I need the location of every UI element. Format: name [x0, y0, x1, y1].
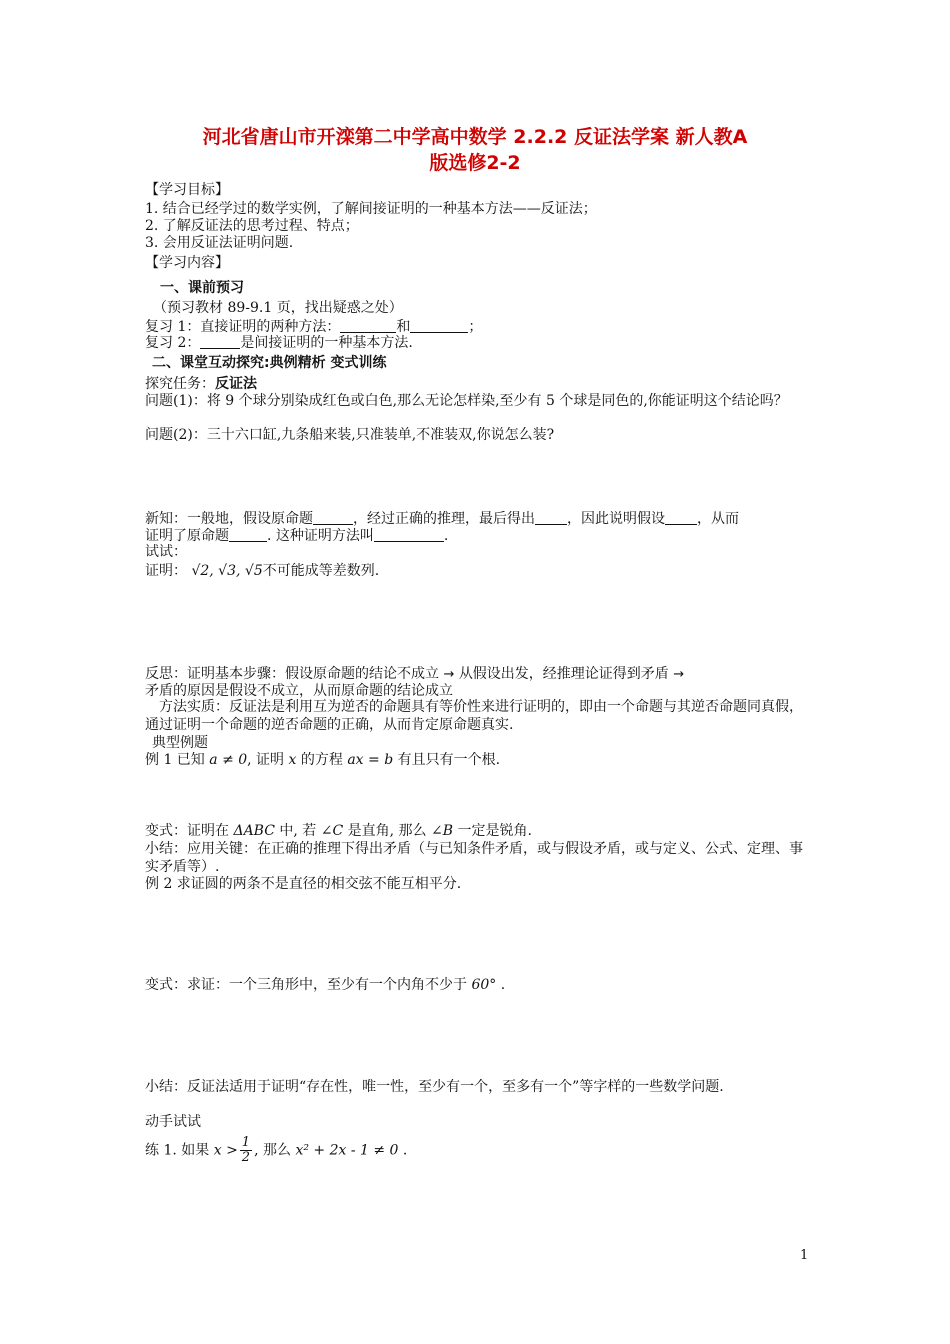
reflection-line1: 反思：证明基本步骤：假设原命题的结论不成立 → 从假设出发，经推理论证得到矛盾 →	[145, 666, 685, 682]
objective-item-3: 3. 会用反证法证明问题.	[145, 235, 294, 251]
objectives-heading: 【学习目标】	[145, 182, 229, 198]
proof-line: 证明： √2, √3, √5不可能成等差数列.	[145, 563, 380, 579]
arrow-right-icon: →	[673, 667, 685, 682]
practice-1: 练 1. 如果 x > $\frac{1}{2}$ , 那么 x² + 2x - 1 ≠ 0 .	[145, 1135, 408, 1165]
typical-examples-heading: 典型例题	[152, 735, 208, 751]
objective-item-1: 1. 结合已经学过的数学实例，了解间接证明的一种基本方法——反证法；	[145, 201, 597, 217]
example-1: 例 1 已知 a ≠ 0, 证明 x 的方程 ax = b 有且只有一个根.	[145, 752, 501, 768]
document-title-line1: 河北省唐山市开滦第二中学高中数学 2.2.2 反证法学案 新人教A	[202, 126, 748, 148]
blank	[313, 510, 353, 525]
proof-math: √2, √3, √5	[191, 563, 263, 579]
new-knowledge-line2: 证明了原命题 . 这种证明方法叫 .	[145, 528, 449, 544]
reflection-line2: 矛盾的原因是假设不成立，从而原命题的结论成立	[145, 683, 453, 699]
practice-heading: 动手试试	[145, 1114, 201, 1130]
try-label: 试试：	[145, 544, 187, 560]
arrow-right-icon: →	[443, 667, 455, 682]
objective-item-2: 2. 了解反证法的思考过程、特点；	[145, 218, 359, 234]
review-2: 复习 2： 是间接证明的一种基本方法.	[145, 335, 413, 351]
task-line: 探究任务：反证法	[145, 376, 257, 392]
blank	[200, 334, 240, 349]
question-2: 问题(2)：三十六口缸,九条船来装,只准装单,不准装双,你说怎么装?	[145, 427, 555, 443]
fraction: $\frac{1}{2}$	[241, 1135, 251, 1165]
blank	[374, 527, 444, 542]
blank	[410, 318, 468, 333]
question-1: 问题(1)：将 9 个球分别染成红色或白色,那么无论怎样染,至少有 5 个球是同色的,你能证明这个结论吗？	[145, 393, 788, 409]
method-essence: 方法实质：反证法是利用互为逆否的命题具有等价性来进行证明的，即由一个命题与其逆否命题同真假，通过证明一个命题的逆否命题的正确，从而肯定原命题真实.	[145, 699, 803, 733]
preview-heading: 一、课前预习	[160, 280, 244, 296]
preview-note: （预习教材 89-9.1 页，找出疑惑之处）	[153, 300, 403, 316]
review-1: 复习 1：直接证明的两种方法： 和 ；	[145, 319, 483, 335]
document-title-line2: 版选修2-2	[429, 152, 521, 174]
page-number: 1	[800, 1248, 809, 1263]
content-heading: 【学习内容】	[145, 255, 229, 271]
blank	[340, 318, 396, 333]
example-2: 例 2 求证圆的两条不是直径的相交弦不能互相平分.	[145, 876, 462, 892]
blank	[665, 510, 697, 525]
blank	[535, 510, 567, 525]
summary-2: 小结：反证法适用于证明“存在性，唯一性，至少有一个，至多有一个”等字样的一些数学问题.	[145, 1079, 724, 1095]
variant-2: 变式：求证：一个三角形中，至少有一个内角不少于 60° .	[145, 977, 506, 993]
new-knowledge-line1: 新知：一般地，假设原命题 ，经过正确的推理，最后得出 ，因此说明假设 ，从而	[145, 511, 739, 527]
summary-1: 小结：应用关键：在正确的推理下得出矛盾（与已知条件矛盾，或与假设矛盾，或与定义、公式、定理、事实矛盾等）.	[145, 841, 803, 875]
explore-heading: 二、课堂互动探究:典例精析 变式训练	[152, 355, 387, 371]
blank	[229, 527, 267, 542]
variant-1: 变式：证明在 ΔABC 中, 若 ∠C 是直角, 那么 ∠B 一定是锐角.	[145, 823, 532, 839]
